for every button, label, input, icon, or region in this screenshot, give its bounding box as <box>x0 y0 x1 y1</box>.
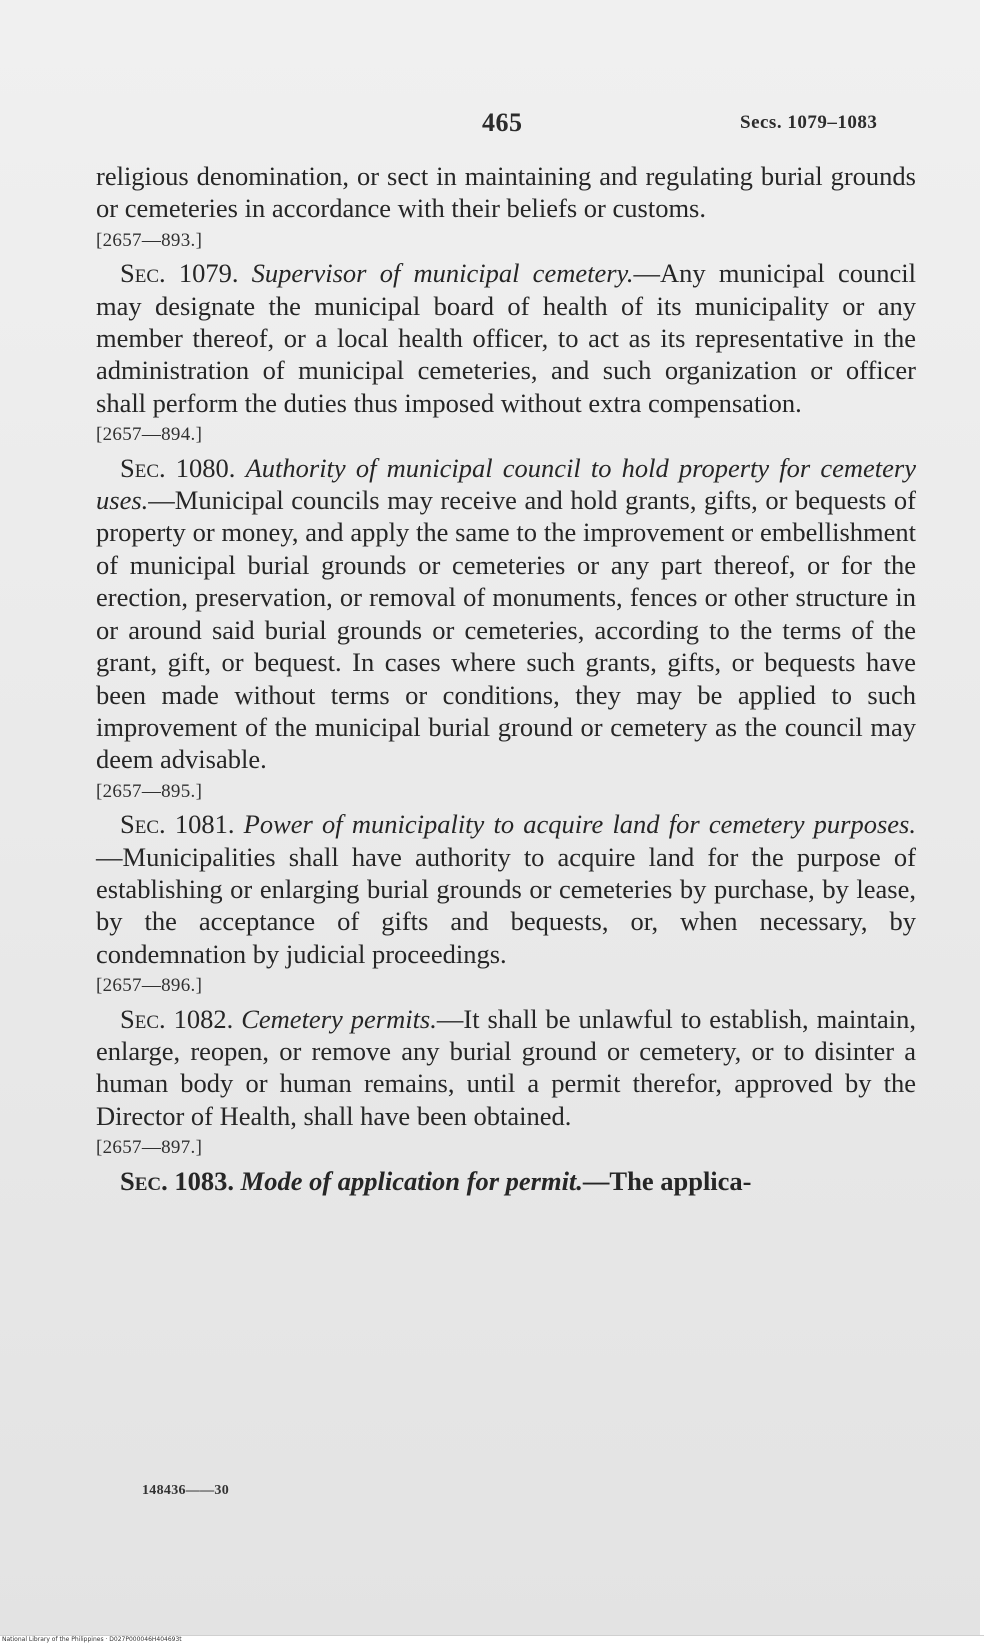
section-text: —Municipal councils may receive and hold grants, gifts, or bequests of property or money, and apply the same to the improvement or embellishment of municipal burial grounds or cemeteries or any part thereof, or for the erection, preservation, or removal of monuments, fences or other structure in or around said burial grounds or cemeteries, according to the terms of the grant, gift, or bequest. In cases where such grants, gifts, or bequests have been made without terms or conditions, they may be applied to such improvement of the municipal burial ground or cemetery as the council may deem advisable. <box>96 485 916 775</box>
running-head: Secs. 1079–1083 <box>740 112 878 133</box>
section-ref: [2657—894.] <box>96 424 203 446</box>
section-label: Sec. 1083. <box>120 1165 235 1196</box>
section-label: Sec. 1080. <box>120 452 236 483</box>
section-title: Power of municipality to acquire land for cemetery purposes. <box>243 809 916 840</box>
section-title: Authority of municipal council to hold property for cemetery uses. <box>96 452 917 516</box>
section-1079 <box>96 257 916 419</box>
section-label: Sec. 1082. <box>120 1003 234 1034</box>
section-text: —It shall be unlawful to establish, maintain, enlarge, reopen, or remove any burial ground or cemetery, or to disinter a human body or human remains, until a permit therefor, approved by the Director of Health, shall have been obtained. <box>96 1003 916 1131</box>
section-ref: [2657—893.] <box>96 229 203 251</box>
section-ref: [2657—895.] <box>96 780 203 802</box>
section-text: —Any municipal council may designate the municipal board of health of its municipality or any member thereof, or a local health officer, to act as its representative in the administration of municipal cemeteries, and such organization or officer shall perform the duties thus imposed without extra compensation. <box>96 258 916 418</box>
section-title: Supervisor of municipal cemetery. <box>251 258 634 289</box>
section-text: —Municipalities shall have authority to acquire land for the purpose of establishing or enlarging burial grounds or cemeteries by purchase, by lease, by the acceptance of gifts and bequests, or, when necessary, by condemnation by judicial proceedings. <box>96 841 916 969</box>
page-number: 465 <box>482 108 523 137</box>
section-ref: [2657—897.] <box>96 1137 203 1159</box>
section-title: Mode of application for permit. <box>240 1165 583 1196</box>
body-text <box>96 160 916 1197</box>
continuation-paragraph: religious denomination, or sect in maintaining and regulating burial grounds or cemeteries in accordance with their beliefs or customs. <box>96 161 916 224</box>
section-text: —The applica- <box>582 1165 752 1196</box>
section-1081 <box>96 808 916 970</box>
section-label: Sec. 1079. <box>120 258 239 289</box>
section-label: Sec. 1081. <box>120 809 235 840</box>
section-1080 <box>96 452 916 776</box>
section-1082 <box>96 1003 916 1133</box>
section-title: Cemetery permits. <box>241 1003 437 1034</box>
section-1083 <box>96 1165 916 1197</box>
section-ref: [2657—896.] <box>96 975 203 997</box>
printer-signature: 148436——30 <box>142 1483 229 1498</box>
page-header <box>0 108 980 148</box>
footer-credit: National Library of the Philippines · D027P000046H404693t <box>2 1636 182 1643</box>
